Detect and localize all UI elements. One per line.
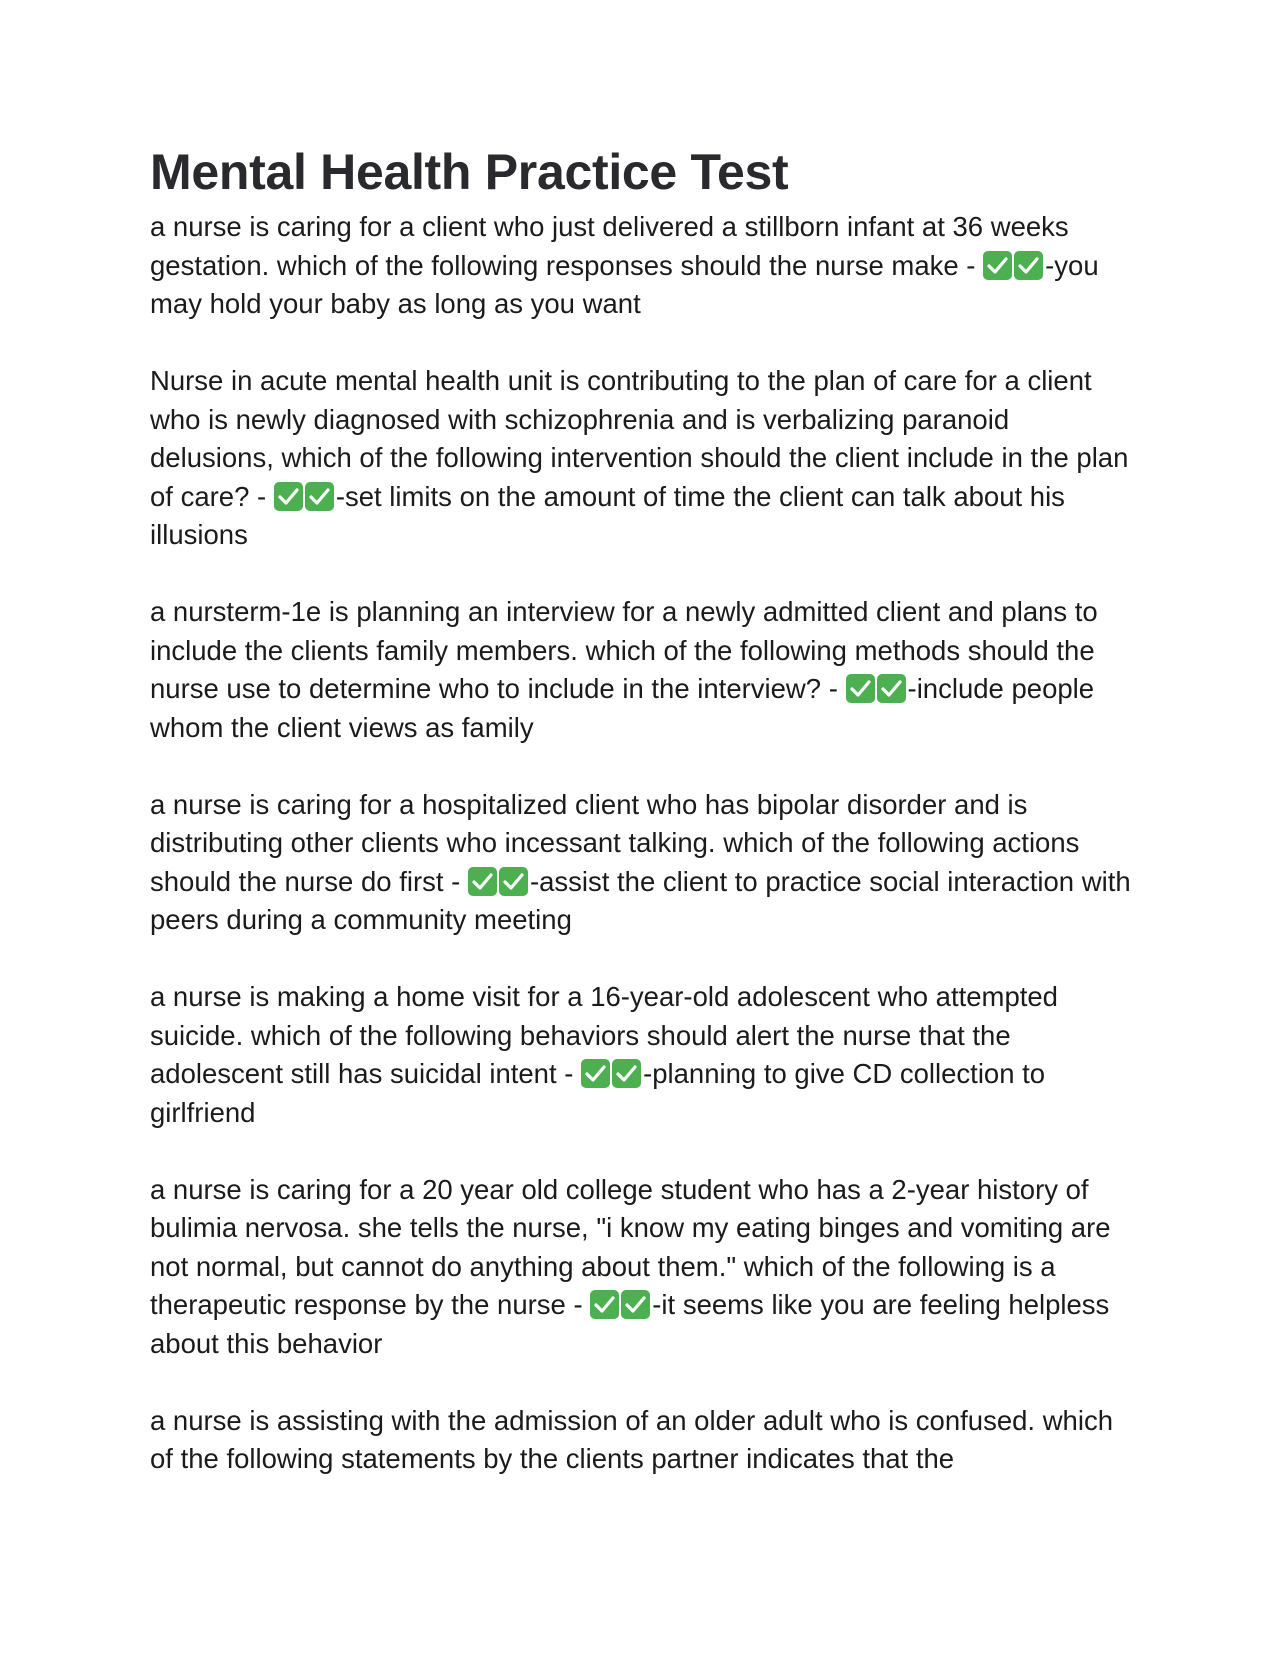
answer-text: -include people whom the client views as family bbox=[150, 673, 1095, 743]
qa-item bbox=[150, 978, 1140, 1132]
check-mark-icon bbox=[468, 867, 497, 896]
check-mark-icon bbox=[621, 1290, 650, 1319]
check-mark-icon bbox=[846, 674, 875, 703]
question-text: Nurse in acute mental health unit is contributing to the plan of care for a client who is newly diagnosed with schizophrenia and is verbalizing paranoid delusions, which of the following intervention should the client include in the plan of care? - bbox=[150, 365, 1129, 512]
question-text: a nurse is making a home visit for a 16-year-old adolescent who attempted suicide. which of the following behaviors should alert the nurse that the adolescent still has suicidal intent - bbox=[150, 981, 1058, 1089]
answer-text: -assist the client to practice social interaction with peers during a community meeting bbox=[150, 865, 1131, 935]
check-mark-icon bbox=[581, 1059, 610, 1088]
answer-text: -you may hold your baby as long as you want bbox=[150, 249, 1099, 319]
check-mark-icon bbox=[983, 251, 1012, 280]
question-text: a nurse is assisting with the admission of an older adult who is confused. which of the following statements by the clients partner indicates that the bbox=[150, 1404, 1114, 1474]
document-page bbox=[150, 140, 1140, 1517]
check-mark-icon bbox=[499, 867, 528, 896]
answer-checkmarks bbox=[590, 1286, 652, 1325]
check-mark-icon bbox=[612, 1059, 641, 1088]
qa-item bbox=[150, 1402, 1140, 1479]
answer-checkmarks bbox=[983, 247, 1045, 286]
question-text: a nurse is caring for a client who just delivered a stillborn infant at 36 weeks gestation. which of the following responses should the nurse make - bbox=[150, 211, 1069, 281]
document-title: Mental Health Practice Test bbox=[150, 144, 789, 200]
qa-item bbox=[150, 1171, 1140, 1364]
question-text: a nursterm-1e is planning an interview for a newly admitted client and plans to include the clients family members. which of the following methods should the nurse use to determine who to include in the interview? - bbox=[150, 596, 1098, 704]
question-text: a nurse is caring for a 20 year old college student who has a 2-year history of bulimia nervosa. she tells the nurse, "i know my eating binges and vomiting are not normal, but cannot do anything about them." which of the following is a therapeutic response by the nurse - bbox=[150, 1173, 1111, 1320]
answer-checkmarks bbox=[468, 863, 530, 902]
answer-text: -planning to give CD collection to girlfriend bbox=[150, 1058, 1046, 1128]
qa-item bbox=[150, 362, 1140, 555]
qa-item bbox=[150, 208, 1140, 324]
check-mark-icon bbox=[877, 674, 906, 703]
answer-text: -set limits on the amount of time the client can talk about his illusions bbox=[150, 480, 1065, 550]
answer-text: -it seems like you are feeling helpless about this behavior bbox=[150, 1289, 1110, 1359]
answer-checkmarks bbox=[846, 670, 908, 709]
question-text: a nurse is caring for a hospitalized client who has bipolar disorder and is distributing other clients who incessant talking. which of the following actions should the nurse do first - bbox=[150, 788, 1080, 897]
qa-item bbox=[150, 593, 1140, 747]
answer-checkmarks bbox=[274, 478, 336, 517]
check-mark-icon bbox=[590, 1290, 619, 1319]
check-mark-icon bbox=[274, 482, 303, 511]
answer-checkmarks bbox=[581, 1055, 643, 1094]
qa-item bbox=[150, 786, 1140, 940]
check-mark-icon bbox=[1014, 251, 1043, 280]
check-mark-icon bbox=[305, 482, 334, 511]
